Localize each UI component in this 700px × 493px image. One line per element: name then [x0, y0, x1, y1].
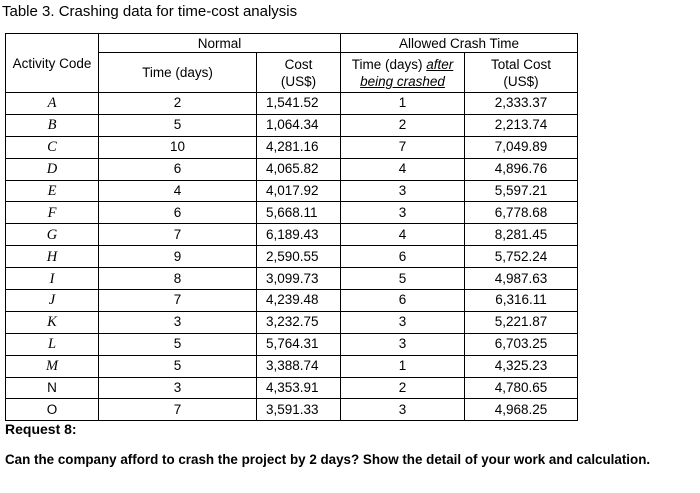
- cell-normal-time: 9: [99, 246, 257, 268]
- table-row: [6, 158, 578, 180]
- cell-normal-time: 8: [99, 268, 257, 290]
- cell-total-cost: 8,281.45: [465, 224, 578, 246]
- header-total-cost-line2: (US$): [503, 73, 539, 89]
- cell-crash-time: 2: [341, 114, 465, 136]
- cell-normal-time: 2: [99, 93, 257, 115]
- table-row: [6, 311, 578, 333]
- cell-total-cost: 4,780.65: [465, 377, 578, 399]
- header-crash-time-line2: being crashed: [360, 73, 445, 89]
- cell-activity: N: [6, 377, 99, 399]
- cell-activity: O: [6, 399, 99, 421]
- cell-activity: K: [6, 311, 99, 333]
- cell-activity: C: [6, 136, 99, 158]
- table-row: [6, 355, 578, 377]
- cell-normal-cost: 3,591.33: [257, 399, 341, 421]
- crashing-data-table: [5, 33, 578, 421]
- cell-normal-cost: 5,764.31: [257, 333, 341, 355]
- cell-activity: A: [6, 93, 99, 115]
- cell-total-cost: 6,703.25: [465, 333, 578, 355]
- request-question: Can the company afford to crash the project by 2 days? Show the detail of your work and calculation.: [5, 452, 651, 467]
- header-total-cost-line1: Total Cost: [491, 56, 552, 72]
- cell-activity: I: [6, 268, 99, 290]
- cell-normal-cost: 1,064.34: [257, 114, 341, 136]
- cell-normal-cost: 4,017.92: [257, 180, 341, 202]
- cell-crash-time: 3: [341, 180, 465, 202]
- cell-total-cost: 5,221.87: [465, 311, 578, 333]
- cell-crash-time: 4: [341, 224, 465, 246]
- cell-activity: G: [6, 224, 99, 246]
- cell-crash-time: 1: [341, 93, 465, 115]
- cell-crash-time: 3: [341, 202, 465, 224]
- table-row: [6, 136, 578, 158]
- cell-crash-time: 6: [341, 246, 465, 268]
- header-normal-time: Time (days): [99, 53, 257, 93]
- cell-normal-cost: 4,281.16: [257, 136, 341, 158]
- table-row: [6, 290, 578, 312]
- cell-total-cost: 2,333.37: [465, 93, 578, 115]
- cell-normal-time: 7: [99, 224, 257, 246]
- cell-crash-time: 3: [341, 311, 465, 333]
- cell-normal-cost: 3,232.75: [257, 311, 341, 333]
- header-total-cost: [465, 53, 578, 93]
- header-crash-time-after: after: [426, 56, 454, 72]
- cell-crash-time: 2: [341, 377, 465, 399]
- cell-normal-cost: 4,353.91: [257, 377, 341, 399]
- header-crash-time: [341, 53, 465, 93]
- cell-normal-time: 3: [99, 311, 257, 333]
- cell-crash-time: 1: [341, 355, 465, 377]
- cell-total-cost: 6,778.68: [465, 202, 578, 224]
- cell-activity: D: [6, 158, 99, 180]
- header-allowed-crash-time: Allowed Crash Time: [341, 34, 578, 53]
- cell-normal-time: 5: [99, 333, 257, 355]
- cell-activity: L: [6, 333, 99, 355]
- cell-total-cost: 4,987.63: [465, 268, 578, 290]
- cell-normal-cost: 4,065.82: [257, 158, 341, 180]
- cell-total-cost: 7,049.89: [465, 136, 578, 158]
- header-normal: Normal: [99, 34, 341, 53]
- cell-total-cost: 5,597.21: [465, 180, 578, 202]
- cell-total-cost: 5,752.24: [465, 246, 578, 268]
- cell-normal-cost: 3,388.74: [257, 355, 341, 377]
- cell-activity: J: [6, 290, 99, 312]
- cell-crash-time: 7: [341, 136, 465, 158]
- table-row: [6, 180, 578, 202]
- cell-activity: F: [6, 202, 99, 224]
- cell-crash-time: 5: [341, 268, 465, 290]
- cell-normal-cost: 5,668.11: [257, 202, 341, 224]
- cell-normal-time: 7: [99, 399, 257, 421]
- cell-total-cost: 2,213.74: [465, 114, 578, 136]
- table-row: [6, 224, 578, 246]
- cell-activity: B: [6, 114, 99, 136]
- table-caption: Table 3. Crashing data for time-cost analysis: [2, 3, 298, 20]
- cell-normal-time: 5: [99, 355, 257, 377]
- cell-normal-time: 6: [99, 202, 257, 224]
- header-activity-code: Activity Code: [6, 34, 99, 93]
- table-row: [6, 399, 578, 421]
- cell-total-cost: 4,896.76: [465, 158, 578, 180]
- cell-normal-time: 3: [99, 377, 257, 399]
- table-row: [6, 93, 578, 115]
- cell-normal-cost: 6,189.43: [257, 224, 341, 246]
- cell-activity: H: [6, 246, 99, 268]
- cell-total-cost: 4,325.23: [465, 355, 578, 377]
- cell-crash-time: 4: [341, 158, 465, 180]
- cell-normal-cost: 4,239.48: [257, 290, 341, 312]
- table-row: [6, 202, 578, 224]
- table-row: [6, 268, 578, 290]
- cell-normal-cost: 2,590.55: [257, 246, 341, 268]
- table-body: [6, 93, 578, 421]
- header-normal-cost: [257, 53, 341, 93]
- cell-normal-time: 4: [99, 180, 257, 202]
- cell-total-cost: 4,968.25: [465, 399, 578, 421]
- request-label: Request 8:: [5, 421, 77, 437]
- cell-activity: E: [6, 180, 99, 202]
- cell-normal-time: 10: [99, 136, 257, 158]
- cell-activity: M: [6, 355, 99, 377]
- cell-normal-time: 7: [99, 290, 257, 312]
- cell-normal-cost: 3,099.73: [257, 268, 341, 290]
- cell-normal-time: 6: [99, 158, 257, 180]
- table-row: [6, 333, 578, 355]
- cell-crash-time: 3: [341, 399, 465, 421]
- table-row: [6, 114, 578, 136]
- table-row: [6, 377, 578, 399]
- header-crash-time-line1: Time (days): [351, 56, 423, 72]
- table-row: [6, 246, 578, 268]
- cell-crash-time: 6: [341, 290, 465, 312]
- cell-normal-cost: 1,541.52: [257, 93, 341, 115]
- cell-normal-time: 5: [99, 114, 257, 136]
- cell-total-cost: 6,316.11: [465, 290, 578, 312]
- cell-crash-time: 3: [341, 333, 465, 355]
- header-normal-cost-line2: (US$): [280, 73, 317, 89]
- header-normal-cost-line1: Cost: [284, 56, 313, 72]
